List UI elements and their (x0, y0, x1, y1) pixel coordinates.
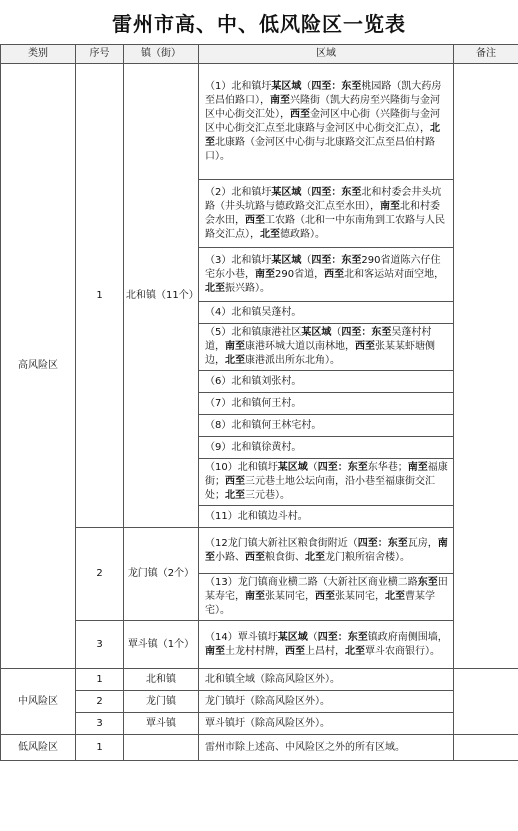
town-cell: 北和镇 (124, 669, 199, 691)
town-cell: 覃斗镇（1个） (124, 621, 199, 669)
note-cell (454, 64, 518, 669)
table-row (1, 528, 518, 574)
town-cell: 北和镇（11个） (124, 64, 199, 528)
region-cell: 北和镇全域（除高风险区外）。 (199, 669, 454, 691)
table-row (1, 735, 518, 761)
region-cell: （10）北和镇圩某区域（四至：东至东华巷；南至福康街；西至三元巷土地公坛向南，沿小巷至福康街交汇处；北至三元巷）。 (199, 459, 454, 506)
category-cell: 中风险区 (1, 669, 76, 735)
header-no: 序号 (76, 45, 124, 64)
header-category: 类别 (1, 45, 76, 64)
region-cell: （8）北和镇何王林宅村。 (199, 415, 454, 437)
page-title: 雷州市高、中、低风险区一览表 (112, 11, 406, 36)
header-region: 区域 (199, 45, 454, 64)
header-note: 备注 (454, 45, 518, 64)
number-cell: 1 (76, 735, 124, 761)
risk-area-table (0, 44, 518, 761)
number-cell: 3 (76, 713, 124, 735)
region-cell: （13）龙门镇商业横二路（大新社区商业横二路东至田某寿宅，南至张某同宅，西至张某同宅，北至曹某学宅）。 (199, 574, 454, 621)
category-cell: 高风险区 (1, 64, 76, 669)
table-body (1, 64, 518, 761)
region-cell: （14）覃斗镇圩某区域（四至：东至镇政府南侧围墙，南至土龙村村牌，西至上昌村，北至覃斗农商银行）。 (199, 621, 454, 669)
note-cell (454, 735, 518, 761)
region-cell: （4）北和镇吴蓬村。 (199, 302, 454, 324)
region-cell: （7）北和镇何王村。 (199, 393, 454, 415)
region-cell: 雷州市除上述高、中风险区之外的所有区域。 (199, 735, 454, 761)
table-row (1, 669, 518, 691)
number-cell: 2 (76, 528, 124, 621)
header-town: 镇（街） (124, 45, 199, 64)
region-cell: （1）北和镇圩某区域（四至：东至桃园路（凯大药房至昌伯路口），南至兴隆街（凯大药房至兴隆街与金河区中心街交汇处），西至金河区中心街（兴隆街与金河区中心街交汇点至北康路与金河区中心街交汇点），北至北康路（金河区中心街与北康路交汇点至昌伯村路口）。 (199, 64, 454, 180)
region-cell: （3）北和镇圩某区域（四至：东至290省道陈六仔住宅东小巷，南至290省道，西至北和客运站对面空地，北至振兴路）。 (199, 248, 454, 302)
table-header-row (1, 45, 518, 64)
table-row (1, 64, 518, 180)
number-cell: 2 (76, 691, 124, 713)
region-cell: （5）北和镇康港社区某区域（四至：东至吴蓬村村道，南至康港环城大道以南林地，西至张某某虾塘侧边，北至康港派出所东北角）。 (199, 324, 454, 371)
region-cell: （11）北和镇边斗村。 (199, 506, 454, 528)
town-cell: 龙门镇（2个） (124, 528, 199, 621)
town-cell (124, 735, 199, 761)
region-cell: （12龙门镇大新社区粮食街附近（四至：东至瓦房，南至小路、西至粮食街、北至龙门粮所宿舍楼）。 (199, 528, 454, 574)
region-cell: 覃斗镇圩（除高风险区外）。 (199, 713, 454, 735)
region-cell: （6）北和镇刘张村。 (199, 371, 454, 393)
number-cell: 1 (76, 669, 124, 691)
note-cell (454, 669, 518, 735)
table-row (1, 691, 518, 713)
region-cell: 龙门镇圩（除高风险区外）。 (199, 691, 454, 713)
number-cell: 3 (76, 621, 124, 669)
number-cell: 1 (76, 64, 124, 528)
category-cell: 低风险区 (1, 735, 76, 761)
table-row (1, 621, 518, 669)
region-cell: （9）北和镇徐黄村。 (199, 437, 454, 459)
town-cell: 龙门镇 (124, 691, 199, 713)
table-row (1, 713, 518, 735)
town-cell: 覃斗镇 (124, 713, 199, 735)
region-cell: （2）北和镇圩某区域（四至：东至北和村委会井头坑路（井头坑路与德政路交汇点至水田），南至北和村委会水田，西至工农路（北和一中东南角到工农路与人民路交汇点），北至德政路）。 (199, 180, 454, 248)
